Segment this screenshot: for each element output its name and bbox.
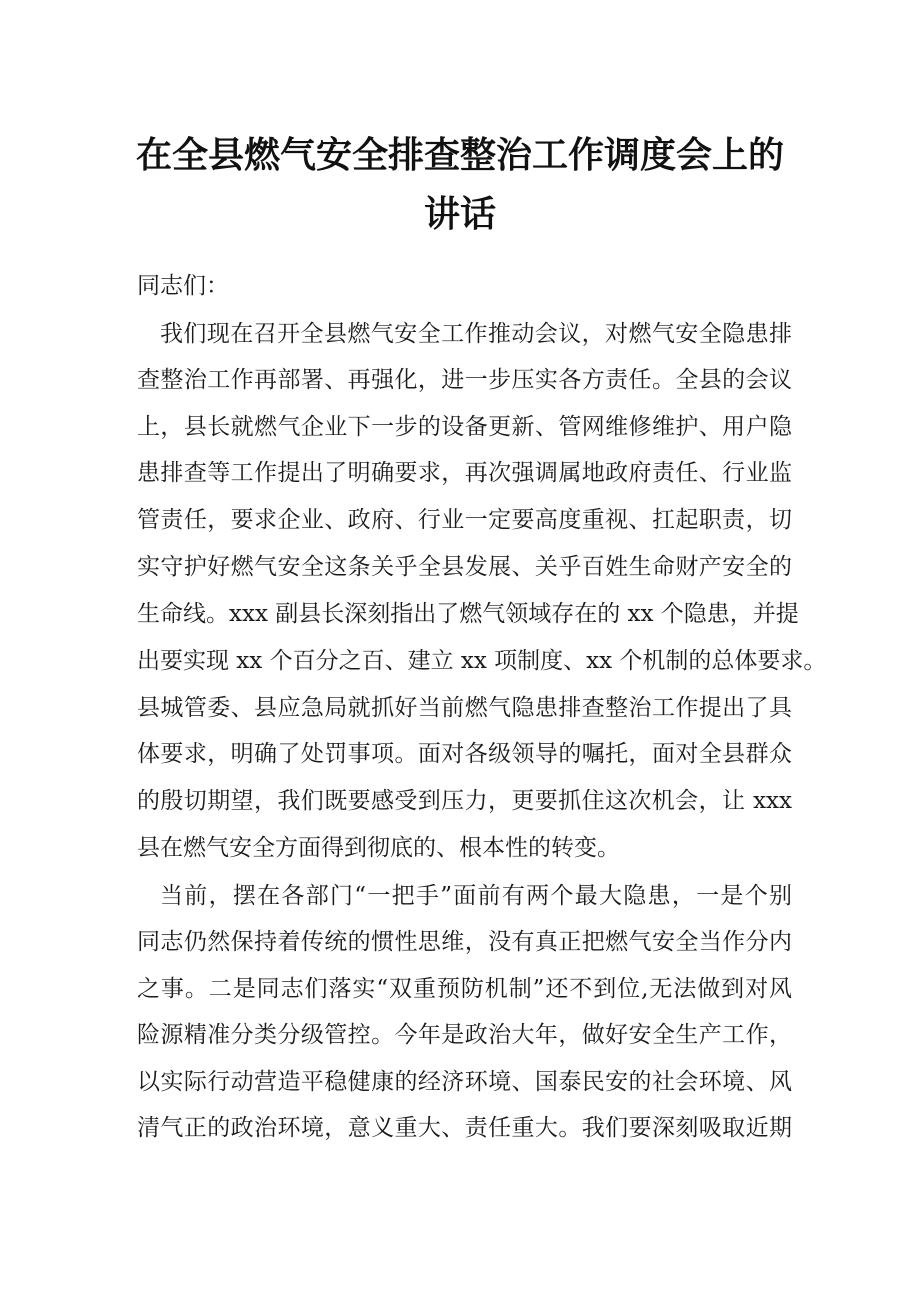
paragraph-1-line: 生命线。xxx 副县长深刻指出了燃气领域存在的 xx 个隐患，并提 <box>137 601 799 627</box>
paragraph-1-line: 实守护好燃气安全这条关乎全县发展、关乎百姓生命财产安全的 <box>137 554 792 580</box>
salutation: 同志们： <box>137 273 229 299</box>
paragraph-1-line: 我们现在召开全县燃气安全工作推动会议，对燃气安全隐患排 <box>160 321 792 347</box>
paragraph-2-line: 当前，摆在各部门“一把手”面前有两个最大隐患，一是个别 <box>160 883 792 909</box>
paragraph-1-line: 管责任，要求企业、政府、行业一定要高度重视、扛起职责，切 <box>137 507 792 533</box>
paragraph-2-line: 险源精准分类分级管控。今年是政治大年，做好安全生产工作， <box>137 1022 792 1048</box>
paragraph-1-line: 县城管委、县应急局就抓好当前燃气隐患排查整治工作提出了具 <box>137 695 792 721</box>
paragraph-2-line: 同志仍然保持着传统的惯性思维，没有真正把燃气安全当作分内 <box>137 929 792 955</box>
document-title-line-2: 讲话 <box>423 194 496 235</box>
paragraph-1-line: 县在燃气安全方面得到彻底的、根本性的转变。 <box>137 835 620 861</box>
paragraph-1-line: 上，县长就燃气企业下一步的设备更新、管网维修维护、用户隐 <box>137 414 792 440</box>
paragraph-1-line: 体要求，明确了处罚事项。面对各级领导的嘱托，面对全县群众 <box>137 741 792 767</box>
paragraph-2-line: 清气正的政治环境，意义重大、责任重大。我们要深刻吸取近期 <box>137 1115 792 1141</box>
paragraph-1-line: 的殷切期望，我们既要感受到压力，更要抓住这次机会，让 xxx <box>137 788 792 814</box>
paragraph-2-line: 之事。二是同志们落实“双重预防机制”还不到位,无法做到对风 <box>137 976 792 1002</box>
document-title-line-1: 在全县燃气安全排查整治工作调度会上的 <box>135 135 784 176</box>
paragraph-1-line: 查整治工作再部署、再强化，进一步压实各方责任。全县的会议 <box>137 367 792 393</box>
paragraph-1-line: 患排查等工作提出了明确要求，再次强调属地政府责任、行业监 <box>137 460 792 486</box>
paragraph-2-line: 以实际行动营造平稳健康的经济环境、国泰民安的社会环境、风 <box>137 1069 792 1095</box>
paragraph-1-line: 出要实现 xx 个百分之百、建立 xx 项制度、xx 个机制的总体要求。 <box>137 648 827 674</box>
